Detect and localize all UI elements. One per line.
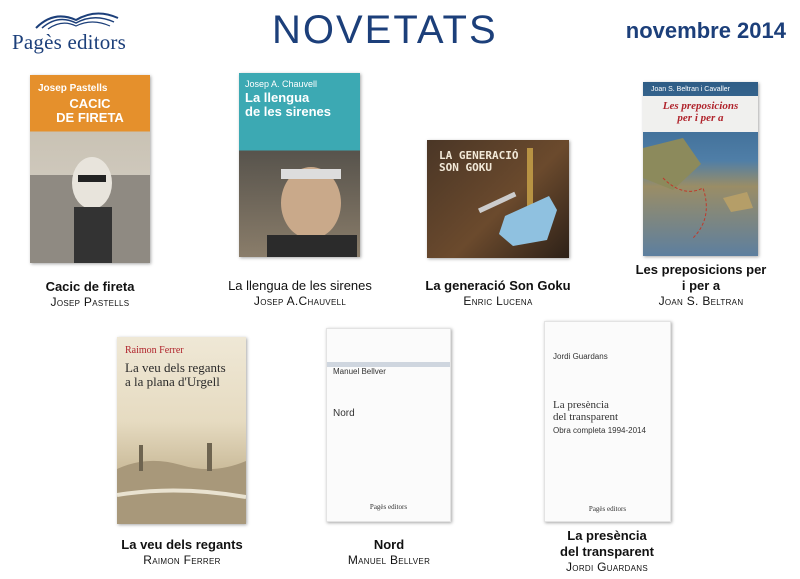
cover-publisher: Pagès editors: [369, 503, 408, 511]
book-caption: [417, 278, 579, 309]
cover-title: Les preposicions per i per a: [662, 100, 739, 124]
cover-title: Nord: [333, 408, 355, 419]
book-title: Nord: [373, 537, 405, 552]
book-cover-cacic-de-fireta[interactable]: [30, 75, 150, 263]
book-title: La veu dels regants: [121, 537, 243, 552]
cover-title: LA GENERACIÓ SON GOKU: [439, 149, 519, 174]
publisher-logo: [12, 6, 142, 56]
book-author: Raimon Ferrer: [143, 553, 221, 567]
cover-author: Jordi Guardans: [553, 352, 608, 361]
logo-text: Pagès editors: [12, 30, 126, 54]
page-title: NOVETATS: [272, 8, 498, 52]
book-cover-la-presencia-del-transparent[interactable]: [544, 321, 671, 522]
guitar-icon: [427, 140, 569, 258]
book-caption: [220, 278, 380, 309]
book-title: Les preposicions per: [635, 262, 767, 277]
cover-author: Josep A. Chauvell: [245, 79, 318, 89]
book-title: La llengua de les sirenes: [228, 278, 372, 293]
book-caption: [107, 537, 257, 568]
book-cover-la-llengua-de-les-sirenes[interactable]: [239, 73, 360, 257]
cover-photo: [239, 151, 360, 257]
cover-author: Manuel Bellver: [333, 367, 386, 376]
book-author: Joan S. Beltran: [658, 294, 744, 308]
book-cover-la-veu-dels-regants[interactable]: [117, 337, 246, 524]
map-illustration: [643, 138, 758, 256]
book-author: Jordi Guardans: [566, 560, 648, 574]
book-caption: [20, 279, 160, 310]
book-title: La presència: [567, 528, 647, 543]
book-title-line2: del transparent: [560, 544, 654, 559]
cover-subtitle: Obra completa 1994-2014: [553, 426, 646, 435]
cover-title: La llengua de les sirenes: [245, 90, 331, 119]
cover-title: CACIC DE FIRETA: [56, 96, 124, 125]
cover-title: La veu dels regants a la plana d'Urgell: [125, 360, 226, 389]
book-author: Manuel Bellver: [347, 553, 431, 567]
book-title: La generació Son Goku: [425, 278, 571, 293]
cover-publisher: Pagès editors: [588, 505, 627, 513]
book-caption: [532, 528, 682, 575]
book-title: Cacic de fireta: [45, 279, 135, 294]
book-caption: [314, 537, 464, 568]
landscape-illustration: [117, 425, 246, 524]
book-author: Enric Lucena: [463, 294, 533, 308]
cover-author: Raimon Ferrer: [125, 345, 184, 356]
cover-author: Joan S. Beltran i Cavaller: [651, 86, 730, 93]
book-cover-la-generacio-son-goku[interactable]: [427, 140, 569, 258]
book-author: Josep Pastells: [50, 295, 130, 309]
book-title-line2: i per a: [681, 278, 721, 293]
cover-author: Josep Pastells: [38, 83, 108, 94]
book-pages-icon: [34, 6, 120, 32]
page-date: novembre 2014: [625, 18, 786, 43]
book-cover-nord[interactable]: [326, 328, 451, 522]
book-caption: [625, 262, 777, 309]
book-author: Josep A.Chauvell: [253, 294, 347, 308]
book-cover-les-preposicions[interactable]: [643, 82, 758, 256]
cover-illustration: [30, 135, 150, 263]
cover-title: La presència del transparent: [553, 399, 619, 423]
